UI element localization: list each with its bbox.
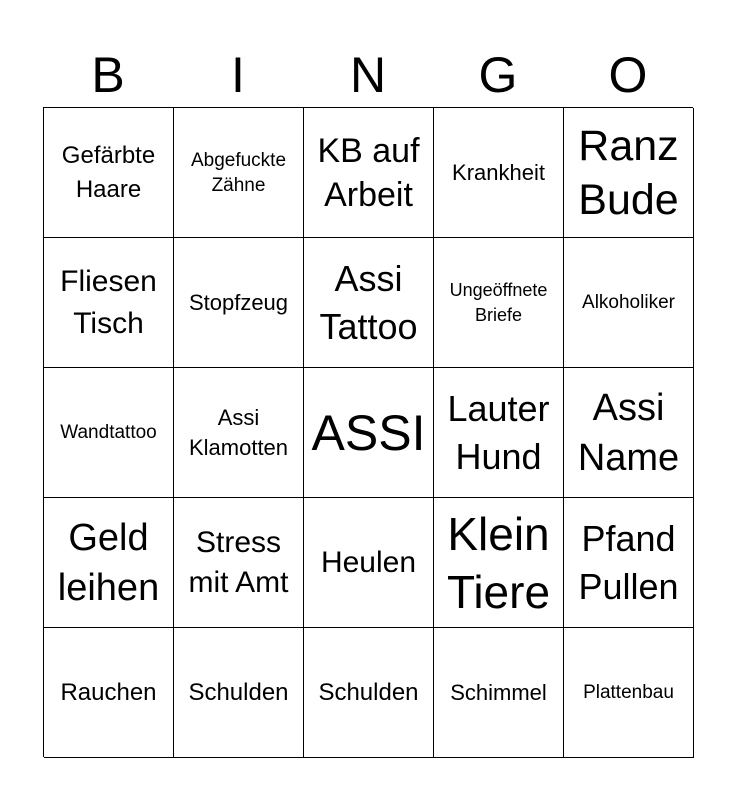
bingo-cell[interactable]: [174, 498, 304, 628]
cell-text: Heulen: [320, 545, 417, 579]
bingo-cell[interactable]: [44, 368, 174, 498]
cell-text: Assi Name: [577, 386, 680, 479]
bingo-cell[interactable]: [434, 628, 564, 758]
cell-text: Abgefuckte Zähne: [190, 149, 287, 196]
cell-text: Alkoholiker: [582, 292, 675, 313]
bingo-cell[interactable]: [564, 238, 694, 368]
cell-text: Klein Tiere: [446, 507, 551, 618]
cell-text: Lauter Hund: [447, 387, 550, 477]
bingo-cell[interactable]: [174, 238, 304, 368]
cell-text: Fliesen Tisch: [60, 264, 157, 340]
bingo-cell[interactable]: [304, 108, 434, 238]
bingo-cell[interactable]: [434, 368, 564, 498]
cell-text: Geld leihen: [57, 516, 160, 609]
header-letter-o: O: [608, 47, 648, 103]
bingo-cell[interactable]: [434, 238, 564, 368]
cell-text: Ranz Bude: [578, 121, 679, 224]
header-letter-g: G: [478, 47, 518, 103]
cell-text: Plattenbau: [583, 682, 674, 703]
bingo-cell[interactable]: [174, 108, 304, 238]
bingo-cell[interactable]: [434, 498, 564, 628]
bingo-cell[interactable]: [44, 628, 174, 758]
bingo-cell[interactable]: [174, 368, 304, 498]
cell-text: KB auf Arbeit: [317, 131, 420, 214]
cell-text: Schulden: [188, 678, 289, 706]
cell-text: Assi Tattoo: [319, 257, 418, 347]
bingo-cell[interactable]: [564, 368, 694, 498]
bingo-cell[interactable]: [304, 498, 434, 628]
cell-text: Rauchen: [60, 678, 157, 706]
bingo-cell[interactable]: [304, 368, 434, 498]
bingo-cell[interactable]: [44, 498, 174, 628]
cell-text: Krankheit: [452, 160, 545, 185]
bingo-cell[interactable]: [174, 628, 304, 758]
bingo-cell[interactable]: [564, 498, 694, 628]
cell-text: Assi Klamotten: [188, 404, 289, 460]
bingo-cell[interactable]: [434, 108, 564, 238]
cell-text: Stress mit Amt: [188, 525, 289, 599]
header-letter-b: B: [91, 47, 125, 103]
bingo-cell[interactable]: [44, 238, 174, 368]
cell-text: Pfand Pullen: [578, 517, 679, 607]
cell-text: Schulden: [318, 678, 419, 706]
cell-text: Schimmel: [450, 680, 547, 705]
bingo-cell[interactable]: [564, 628, 694, 758]
bingo-cell[interactable]: [304, 628, 434, 758]
bingo-cell[interactable]: [44, 108, 174, 238]
cell-text: Wandtattoo: [60, 422, 157, 443]
bingo-grid: [43, 107, 693, 757]
header-letter-n: N: [349, 47, 387, 103]
cell-text: ASSI: [311, 404, 426, 461]
bingo-cell[interactable]: [564, 108, 694, 238]
cell-text: Gefärbte Haare: [61, 141, 156, 203]
header-letter-i: I: [231, 47, 245, 103]
cell-text: Ungeöffnete Briefe: [449, 279, 548, 325]
bingo-header: [43, 44, 693, 106]
cell-text: Stopfzeug: [188, 290, 289, 315]
bingo-cell[interactable]: [304, 238, 434, 368]
